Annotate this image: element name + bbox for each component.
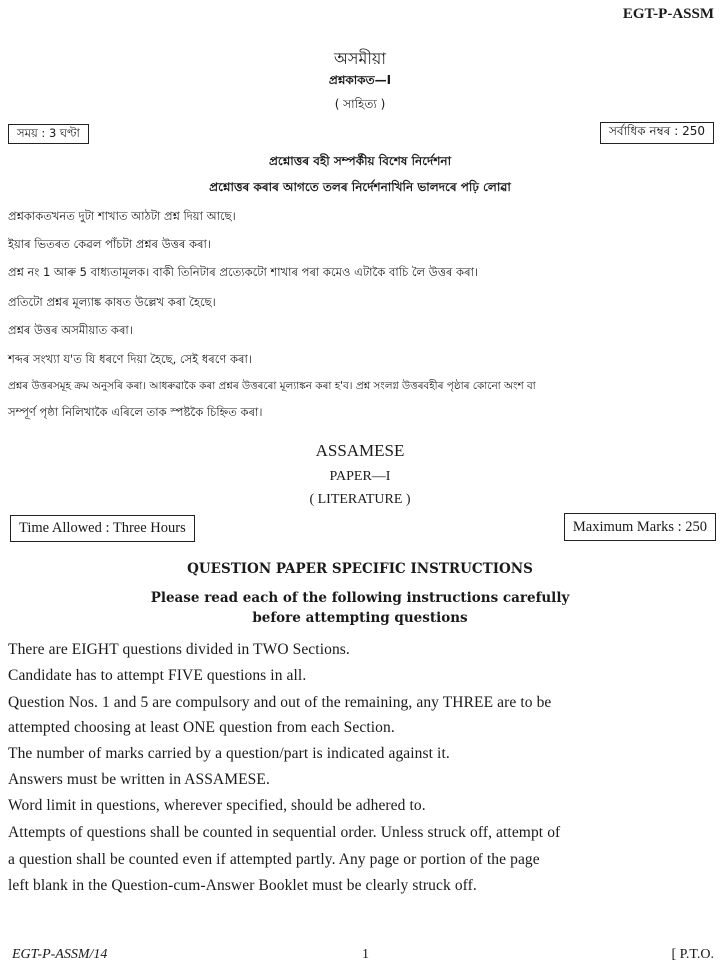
english-paper: PAPER—I — [329, 469, 391, 484]
assamese-subject: ( সাহিত্য ) — [334, 97, 386, 111]
assamese-time-label: সময় : 3 ঘণ্টা — [17, 125, 80, 140]
english-marks-label: Maximum Marks : 250 — [572, 518, 707, 535]
english-line: The number of marks carried by a question/part is indicated against it. — [8, 745, 450, 762]
english-line: Candidate has to attempt FIVE questions in all. — [8, 667, 307, 684]
english-line: Attempts of questions shall be counted in sequential order. Unless struck off, attempt of — [8, 824, 561, 841]
footer-code: EGT-P-ASSM/14 — [12, 947, 108, 962]
assamese-line: শব্দৰ সংখ্যা য'ত যি ধৰণে দিয়া হৈছে, সেই ধৰণে কৰা। — [8, 352, 252, 366]
english-line: a question shall be counted even if attempted partly. Any page or portion of the page — [8, 851, 540, 868]
assamese-instr-subheading: প্ৰশ্নোত্তৰ কৰাৰ আগতে তলৰ নিৰ্দেশনাখিনি ভালদৰে পঢ়ি লোৱা — [209, 180, 511, 194]
assamese-marks-label: সৰ্বাধিক নম্বৰ : 250 — [608, 124, 705, 138]
english-line: left blank in the Question-cum-Answer Booklet must be clearly struck off. — [8, 877, 477, 894]
assamese-line: প্ৰশ্নৰ উত্তৰসমূহ ক্ৰম অনুসৰি কৰা। আধৰুৱাকৈ কৰা প্ৰশ্নৰ উত্তৰৰো মূল্যাঙ্কন কৰা হ'ব। প্ৰশ্ন সংলগ্ন উত্তৰবহীৰ পৃষ্ঠাৰ কোনো অংশ বা — [8, 380, 536, 392]
assamese-line: প্ৰশ্ন নং 1 আৰু 5 বাধ্যতামূলক। বাকী তিনিটাৰ প্ৰত্যেকটো শাখাৰ পৰা কমেও এটাকৈ বাচি লৈ উত্তৰ কৰা। — [8, 265, 479, 279]
english-instr-sub2: before attempting questions — [252, 610, 468, 626]
assamese-title: অসমীয়া — [334, 49, 386, 68]
assamese-line: সম্পূৰ্ণ পৃষ্ঠা নিলিখাকৈ এৰিলে তাক স্পষ্টকৈ চিহ্নিত কৰা। — [8, 405, 263, 419]
assamese-line: প্ৰশ্নৰ উত্তৰ অসমীয়াত কৰা। — [8, 323, 133, 337]
english-title: ASSAMESE — [315, 441, 405, 460]
english-marks-box — [564, 513, 716, 541]
english-line: There are EIGHT questions divided in TWO Sections. — [8, 641, 350, 658]
assamese-time-box — [8, 124, 89, 144]
assamese-line: ইয়াৰ ভিতৰত কেৱল পাঁচটা প্ৰশ্নৰ উত্তৰ কৰা। — [8, 237, 211, 251]
english-subject: ( LITERATURE ) — [309, 492, 411, 507]
assamese-line: প্ৰতিটো প্ৰশ্নৰ মূল্যাঙ্ক কাষত উল্লেখ কৰা হৈছে। — [8, 295, 216, 309]
english-line: Answers must be written in ASSAMESE. — [8, 771, 270, 788]
assamese-marks-box — [600, 122, 714, 144]
assamese-line: প্ৰশ্নকাকতখনত দুটা শাখাত আঠটা প্ৰশ্ন দিয়া আছে। — [8, 209, 236, 223]
english-line: Word limit in questions, wherever specified, should be adhered to. — [8, 797, 426, 814]
footer-page-number: 1 — [362, 947, 369, 962]
english-line: Question Nos. 1 and 5 are compulsory and out of the remaining, any THREE are to be — [8, 694, 552, 711]
assamese-instr-heading: প্ৰশ্নোত্তৰ বহী সম্পৰ্কীয় বিশেষ নিৰ্দেশনা — [268, 154, 452, 168]
english-instr-heading: QUESTION PAPER SPECIFIC INSTRUCTIONS — [187, 561, 533, 577]
english-instr-sub1: Please read each of the following instructions carefully — [150, 590, 570, 606]
english-time-box — [10, 515, 195, 542]
footer-pto: [ P.T.O. — [671, 947, 714, 962]
english-time-label: Time Allowed : Three Hours — [19, 520, 186, 536]
english-line: attempted choosing at least ONE question from each Section. — [8, 719, 395, 736]
assamese-paper: প্ৰশ্নকাকত—I — [328, 73, 392, 87]
paper-code: EGT-P-ASSM — [622, 6, 714, 22]
